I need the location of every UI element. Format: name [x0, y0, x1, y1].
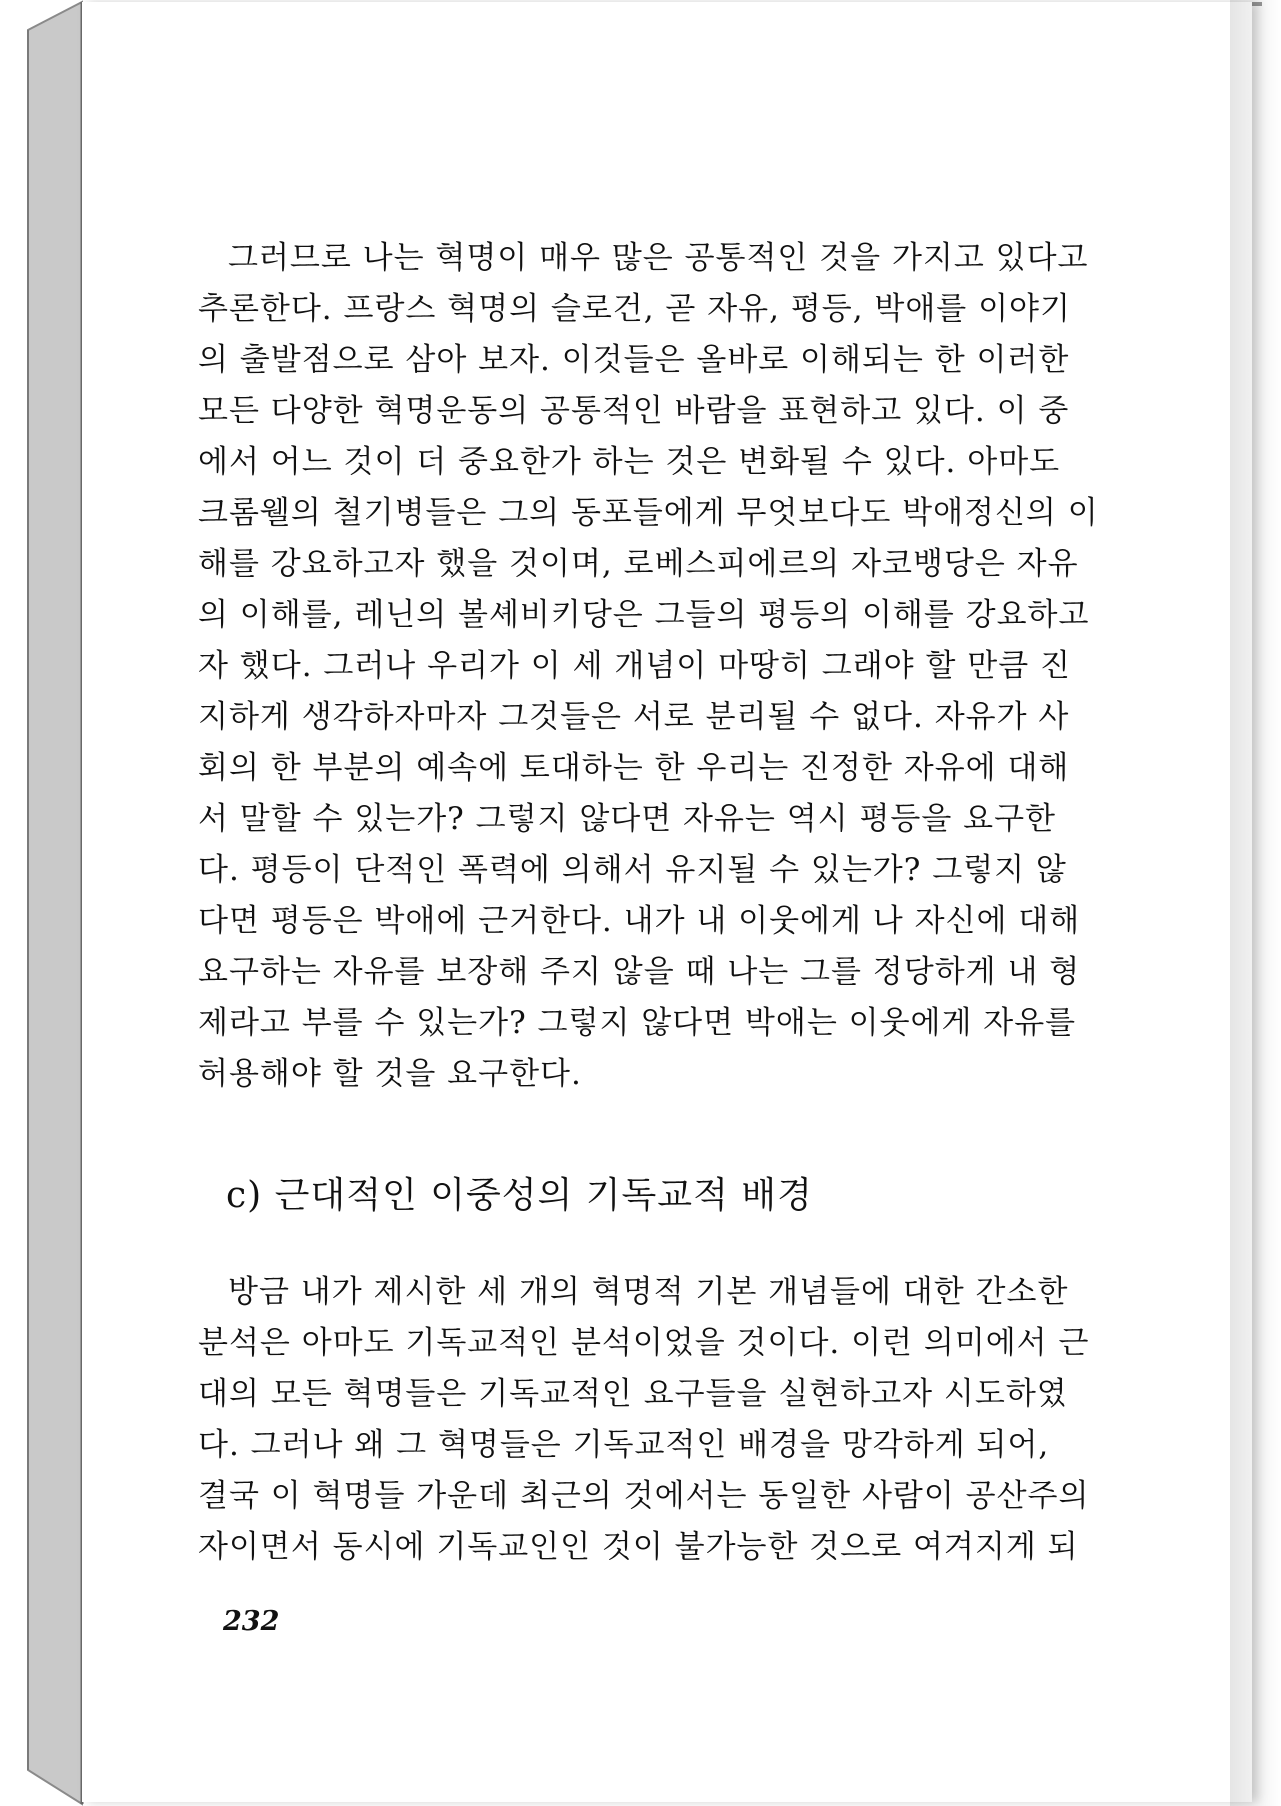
body-paragraph-2 [198, 1267, 1116, 1573]
paragraph-text: 그러므로 나는 혁명이 매우 많은 공통적인 것을 가지고 있다고 추론한다. 프랑스 혁명의 슬로건, 곧 자유, 평등, 박애를 이야기 의 출발점으로 삼아 보자. 이것들은 올바로 이해되는 한 이러한 모든 다양한 혁명운동의 공통적인 바람을 표현하고 있다. 이 중 에서 어느 것이 더 중요한가 하는 것은 변화될 수 있다. 아마도 크롬웰의 철기병들은 그의 동포들에게 무엇보다도 박애정신의 이 해를 강요하고자 했을 것이며, 로베스피에르의 자코뱅당은 자유 의 이해를, 레닌의 볼셰비키당은 그들의 평등의 이해를 강요하고 자 했다. 그러나 우리가 이 세 개념이 마땅히 그래야 할 만큼 진 지하게 생각하자마자 그것들은 서로 분리될 수 없다. 자유가 사 회의 한 부분의 예속에 토대하는 한 우리는 진정한 자유에 대해 서 말할 수 있는가? 그렇지 않다면 자유는 역시 평등을 요구한 다. 평등이 단적인 폭력에 의해서 유지될 수 있는가? 그렇지 않 다면 평등은 박애에 근거한다. 내가 내 이웃에게 나 자신에 대해 요구하는 자유를 보장해 주지 않을 때 나는 그를 정당하게 내 형 제라고 부를 수 있는가? 그렇지 않다면 박애는 이웃에게 자유를 허용해야 할 것을 요구한다. [198, 240, 1099, 1092]
page-edge-shadow [1230, 0, 1281, 1806]
paragraph-text: 방금 내가 제시한 세 개의 혁명적 기본 개념들에 대한 간소한 분석은 아마도 기독교적인 분석이었을 것이다. 이런 의미에서 근 대의 모든 혁명들은 기독교적인 요구들을 실현하고자 시도하였 다. 그러나 왜 그 혁명들은 기독교적인 배경을 망각하게 되어, 결국 이 혁명들 가운데 최근의 것에서는 동일한 사람이 공산주의 자이면서 동시에 기독교인인 것이 불가능한 것으로 여겨지게 되 [198, 1274, 1090, 1565]
body-paragraph-1 [198, 233, 1116, 1100]
section-heading: c) 근대적인 이중성의 기독교적 배경 [226, 1175, 813, 1216]
page-number: 232 [223, 1606, 280, 1637]
